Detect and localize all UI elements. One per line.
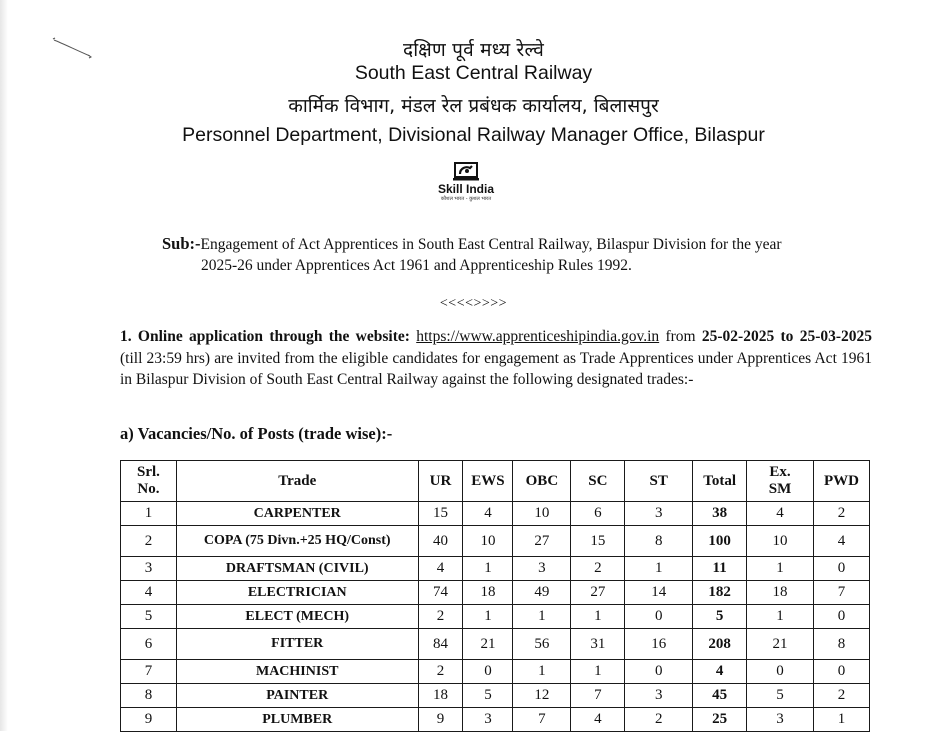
dept-name-hindi: कार्मिक विभाग, मंडल रेल प्रबंधक कार्यालय, बिलासपुर xyxy=(288,95,659,117)
table-row xyxy=(121,502,870,526)
cell-pwd: 0 xyxy=(813,557,869,581)
subject-block xyxy=(162,233,862,276)
cell-obc: 12 xyxy=(513,684,571,708)
cell-sc: 27 xyxy=(571,581,625,605)
table-row xyxy=(121,708,870,732)
cell-st: 3 xyxy=(625,502,693,526)
cell-ews: 0 xyxy=(463,660,513,684)
cell-sc: 31 xyxy=(571,629,625,660)
cell-exsm: 18 xyxy=(747,581,814,605)
skill-india-label: Skill India xyxy=(437,182,494,196)
cell-srl: 5 xyxy=(121,605,177,629)
cell-obc: 7 xyxy=(513,708,571,732)
table-row xyxy=(121,605,870,629)
cell-ews: 18 xyxy=(463,581,513,605)
cell-obc: 56 xyxy=(513,629,571,660)
cell-total: 182 xyxy=(693,581,747,605)
cell-trade: MACHINIST xyxy=(176,660,418,684)
org-name-english: South East Central Railway xyxy=(354,62,593,84)
cell-ews: 4 xyxy=(463,502,513,526)
cell-ews: 3 xyxy=(463,708,513,732)
cell-st: 0 xyxy=(625,660,693,684)
start-date: 25-02-2025 xyxy=(701,328,775,345)
table-row xyxy=(121,581,870,605)
cell-exsm: 5 xyxy=(747,684,814,708)
cell-trade: COPA (75 Divn.+25 HQ/Const) xyxy=(176,526,418,557)
cell-total: 45 xyxy=(693,684,747,708)
cell-total: 100 xyxy=(693,526,747,557)
cell-ur: 9 xyxy=(418,708,463,732)
cell-ews: 1 xyxy=(463,557,513,581)
skill-india-emblem-icon xyxy=(451,162,481,182)
col-obc-header: OBC xyxy=(513,461,571,502)
org-name-hindi: दक्षिण पूर्व मध्य रेल्वे xyxy=(402,39,545,61)
cell-srl: 2 xyxy=(121,526,177,557)
table-row xyxy=(121,526,870,557)
apprenticeship-website-link[interactable]: https://www.apprenticeshipindia.gov.in xyxy=(416,328,660,345)
cell-srl: 8 xyxy=(121,684,177,708)
cell-st: 16 xyxy=(625,629,693,660)
cell-pwd: 7 xyxy=(813,581,869,605)
cell-pwd: 4 xyxy=(813,526,869,557)
end-date: 25-03-2025 xyxy=(799,328,873,345)
cell-obc: 3 xyxy=(513,557,571,581)
paragraph-lead: 1. Online application through the website: xyxy=(120,328,410,345)
vacancies-heading: a) Vacancies/No. of Posts (trade wise):- xyxy=(120,424,393,443)
dept-name-english: Personnel Department, Divisional Railway Manager Office, Bilaspur xyxy=(182,124,765,146)
cell-ur: 2 xyxy=(418,660,463,684)
cell-total: 11 xyxy=(693,557,747,581)
table-row xyxy=(121,660,870,684)
cell-trade: FITTER xyxy=(176,629,418,660)
cell-trade: DRAFTSMAN (CIVIL) xyxy=(176,557,418,581)
cell-trade: ELECTRICIAN xyxy=(176,581,418,605)
paragraph-body: (till 23:59 hrs) are invited from the eligible candidates for engagement as Trade Apprentices under Apprentices Act 1961 in Bilaspur Division of South East Central Railway against the following designated trades:- xyxy=(120,349,872,388)
cell-ur: 15 xyxy=(418,502,463,526)
cell-exsm: 1 xyxy=(747,557,814,581)
cell-ews: 1 xyxy=(463,605,513,629)
cell-trade: PLUMBER xyxy=(176,708,418,732)
cell-total: 5 xyxy=(693,605,747,629)
paragraph-to: to xyxy=(780,328,794,345)
cell-ur: 4 xyxy=(418,557,463,581)
vacancies-table xyxy=(120,460,870,732)
cell-obc: 1 xyxy=(513,605,571,629)
cell-ews: 10 xyxy=(463,526,513,557)
cell-trade: CARPENTER xyxy=(176,502,418,526)
cell-pwd: 2 xyxy=(813,502,869,526)
cell-pwd: 1 xyxy=(813,708,869,732)
cell-obc: 10 xyxy=(513,502,571,526)
cell-exsm: 3 xyxy=(747,708,814,732)
col-pwd-header: PWD xyxy=(813,461,869,502)
col-ur-header: UR xyxy=(418,461,463,502)
cell-obc: 27 xyxy=(513,526,571,557)
cell-exsm: 10 xyxy=(747,526,814,557)
cell-sc: 15 xyxy=(571,526,625,557)
section-divider: <<<<>>>> xyxy=(439,296,508,311)
cell-exsm: 0 xyxy=(747,660,814,684)
cell-st: 3 xyxy=(625,684,693,708)
cell-sc: 4 xyxy=(571,708,625,732)
cell-ur: 40 xyxy=(418,526,463,557)
cell-sc: 1 xyxy=(571,605,625,629)
cell-trade: PAINTER xyxy=(176,684,418,708)
cell-total: 38 xyxy=(693,502,747,526)
cell-srl: 3 xyxy=(121,557,177,581)
cell-sc: 1 xyxy=(571,660,625,684)
cell-pwd: 8 xyxy=(813,629,869,660)
cell-sc: 7 xyxy=(571,684,625,708)
cell-st: 14 xyxy=(625,581,693,605)
cell-ur: 18 xyxy=(418,684,463,708)
cell-srl: 4 xyxy=(121,581,177,605)
col-srl-header: Srl. No. xyxy=(121,461,177,502)
cell-ews: 21 xyxy=(463,629,513,660)
col-ews-header: EWS xyxy=(463,461,513,502)
cell-ews: 5 xyxy=(463,684,513,708)
cell-obc: 49 xyxy=(513,581,571,605)
application-paragraph xyxy=(120,326,872,391)
cell-total: 208 xyxy=(693,629,747,660)
cell-exsm: 1 xyxy=(747,605,814,629)
cell-st: 1 xyxy=(625,557,693,581)
cell-srl: 1 xyxy=(121,502,177,526)
cell-total: 4 xyxy=(693,660,747,684)
cell-total: 25 xyxy=(693,708,747,732)
cell-sc: 2 xyxy=(571,557,625,581)
skill-india-tagline: कौशल भारत - कुशल भारत xyxy=(440,196,492,202)
cell-pwd: 2 xyxy=(813,684,869,708)
cell-exsm: 4 xyxy=(747,502,814,526)
cell-trade: ELECT (MECH) xyxy=(176,605,418,629)
cell-st: 8 xyxy=(625,526,693,557)
cell-srl: 6 xyxy=(121,629,177,660)
cell-srl: 7 xyxy=(121,660,177,684)
cell-st: 2 xyxy=(625,708,693,732)
cell-ur: 84 xyxy=(418,629,463,660)
cell-srl: 9 xyxy=(121,708,177,732)
cell-obc: 1 xyxy=(513,660,571,684)
table-row xyxy=(121,684,870,708)
cell-pwd: 0 xyxy=(813,605,869,629)
cell-exsm: 21 xyxy=(747,629,814,660)
cell-ur: 74 xyxy=(418,581,463,605)
subject-label: Sub:- xyxy=(162,234,201,253)
table-header-row xyxy=(121,461,870,502)
col-sc-header: SC xyxy=(571,461,625,502)
col-total-header: Total xyxy=(693,461,747,502)
col-trade-header: Trade xyxy=(176,461,418,502)
cell-st: 0 xyxy=(625,605,693,629)
table-row xyxy=(121,629,870,660)
cell-ur: 2 xyxy=(418,605,463,629)
col-exsm-header: Ex. SM xyxy=(747,461,814,502)
subject-line-1: Engagement of Act Apprentices in South East Central Railway, Bilaspur Division for the year xyxy=(200,236,782,253)
skill-india-logo xyxy=(418,162,514,210)
col-st-header: ST xyxy=(625,461,693,502)
table-row xyxy=(121,557,870,581)
paragraph-from: from xyxy=(665,328,696,345)
subject-line-2: 2025-26 under Apprentices Act 1961 and Apprenticeship Rules 1992. xyxy=(201,257,632,274)
cell-pwd: 0 xyxy=(813,660,869,684)
cell-sc: 6 xyxy=(571,502,625,526)
